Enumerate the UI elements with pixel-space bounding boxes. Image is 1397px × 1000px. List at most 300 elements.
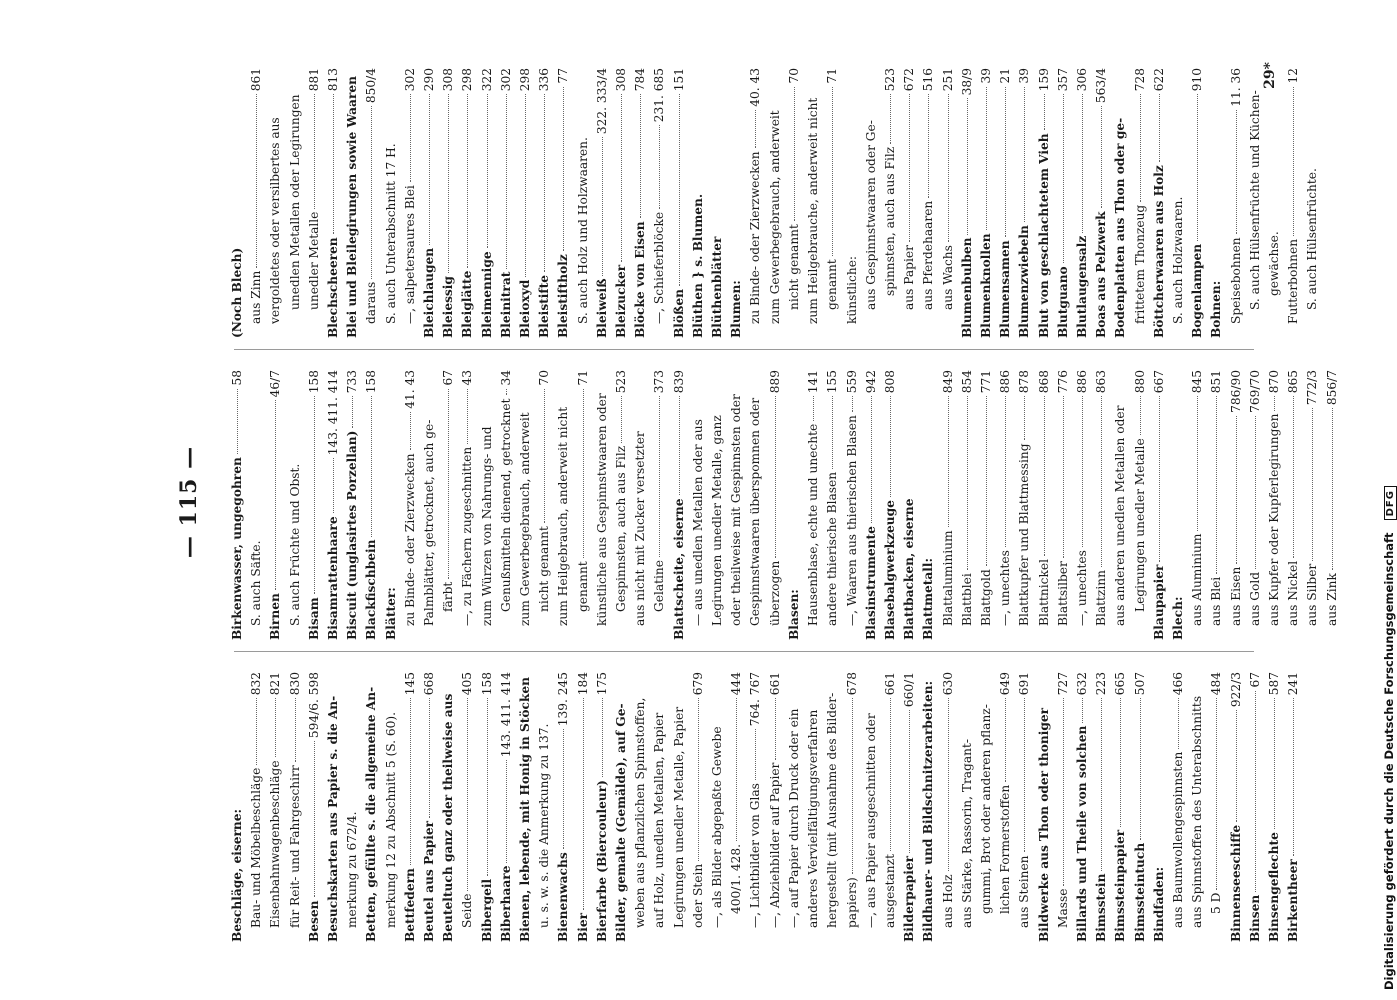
index-entry [247, 370, 266, 640]
index-reference: 139. 245 [556, 672, 571, 727]
index-entry [766, 370, 785, 640]
leader-dots [1293, 87, 1294, 236]
index-term: Blackfischbein [364, 539, 379, 640]
leader-dots [467, 389, 468, 444]
leader-dots [448, 389, 449, 579]
index-entry [458, 672, 477, 942]
leader-dots [1255, 691, 1256, 892]
index-reference: 679 [690, 672, 705, 696]
index-reference: 141 [806, 370, 821, 394]
index-reference: 158 [479, 672, 494, 696]
index-reference: 67 [441, 370, 456, 386]
index-term: Blattaluminium [940, 530, 955, 626]
index-entry [1207, 370, 1226, 640]
leader-dots [256, 94, 257, 267]
index-term: Bleistiftholz [556, 254, 571, 338]
index-reference: 854 [959, 370, 974, 394]
index-term: zum Gewerbegebrauch, anderweit [518, 412, 533, 626]
leader-dots [371, 106, 372, 279]
index-entry [497, 68, 516, 338]
index-term: Biberhaare [498, 865, 513, 942]
column-rule [234, 651, 1254, 652]
index-entry [478, 672, 497, 942]
index-entry [977, 370, 996, 640]
index-entry [1073, 370, 1092, 640]
leader-dots [909, 94, 910, 242]
index-reference: 863 [1094, 370, 1109, 394]
index-entry [1092, 672, 1111, 942]
index-reference: 880 [1132, 370, 1147, 394]
index-entry [650, 370, 669, 640]
index-term: Blasebalgwerkzeuge [882, 500, 897, 640]
index-entry [478, 68, 497, 338]
index-term: Birkenwasser, ungegohren [230, 457, 244, 640]
index-entry [458, 68, 477, 338]
leader-dots [1005, 698, 1006, 782]
index-term: Böttcherwaaren aus Holz [1151, 165, 1166, 338]
index-reference: 881 [306, 68, 321, 92]
index-reference: 67 [1247, 672, 1262, 688]
index-term: ausgestanzt [882, 854, 897, 928]
index-term: zum Würzen von Nahrungs- und [479, 426, 494, 626]
index-entry [305, 68, 324, 338]
index-reference: 861 [249, 68, 264, 92]
index-term: Blattnickel [1036, 559, 1051, 626]
index-reference: 808 [882, 370, 897, 394]
index-term: merkung 12 zu Abschnitt 5 (S. 60). [383, 711, 398, 928]
index-reference: 821 [268, 672, 283, 696]
index-term: Biscuit (unglasirtes Porzellan) [345, 430, 360, 640]
leader-dots [237, 389, 238, 455]
index-reference: 559 [844, 370, 859, 394]
leader-dots [1063, 396, 1064, 558]
index-term: zum Heilgebrauch, anderweit nicht [556, 406, 571, 626]
index-term: Bimssteinpapier [1113, 829, 1128, 942]
index-entry [305, 672, 324, 942]
leader-dots [775, 396, 776, 557]
index-term: aus nicht mit Zucker versetzter [633, 431, 648, 626]
rotated-page [172, 62, 1397, 942]
index-entry [1092, 68, 1111, 338]
index-reference: 516 [921, 68, 936, 92]
index-entry [266, 672, 285, 942]
index-entry [324, 370, 343, 640]
index-term: Binsen [1247, 894, 1262, 942]
index-reference: 594/6. 598 [306, 672, 321, 739]
leader-dots [640, 94, 641, 218]
index-entry [516, 370, 535, 640]
index-entry [843, 68, 862, 338]
index-entry [343, 672, 362, 942]
leader-dots [1024, 698, 1025, 852]
leader-dots [467, 698, 468, 890]
index-entry [862, 370, 881, 640]
index-entry [958, 370, 977, 640]
index-entry [612, 672, 631, 942]
leader-dots [410, 412, 411, 451]
index-entry [1131, 672, 1150, 942]
index-reference: 507 [1132, 672, 1147, 696]
index-term: Beutel aus Papier [422, 820, 437, 942]
index-entry [1303, 370, 1322, 640]
index-entry [631, 68, 650, 338]
index-term: Blößen [671, 289, 686, 338]
index-reference: 839 [671, 370, 686, 394]
index-reference: 886 [998, 370, 1013, 394]
index-entry [1188, 370, 1207, 640]
index-term: Blattsilber [1055, 561, 1070, 626]
leader-dots [563, 729, 564, 849]
index-reference: 38/9 [959, 68, 974, 96]
index-reference: 58 [230, 370, 244, 386]
index-entry [670, 672, 689, 942]
index-reference: 251 [940, 68, 955, 92]
index-entry [1169, 672, 1188, 942]
index-entry [324, 672, 343, 942]
index-reference: 39 [1017, 68, 1032, 84]
index-term: Blattkupfer und Blattmessing [1017, 443, 1032, 626]
index-term: Bierfarbe (Biercouleur) [594, 780, 609, 942]
index-reference: 39 [978, 68, 993, 84]
index-term: hergestellt (mit Ausnahme des Bilder- [825, 692, 840, 928]
index-entry [247, 672, 266, 942]
index-entry [862, 672, 881, 942]
leader-dots [275, 698, 276, 757]
index-entry [228, 672, 247, 942]
index-reference: 865 [1286, 370, 1301, 394]
index-entry [881, 672, 900, 942]
index-entry [958, 68, 977, 338]
leader-dots [852, 396, 853, 412]
index-entry [727, 68, 746, 338]
index-column-3 [228, 68, 1323, 338]
leader-dots [371, 396, 372, 536]
leader-dots [314, 94, 315, 208]
leader-dots [544, 389, 545, 524]
index-entry [1073, 672, 1092, 942]
leader-dots [967, 98, 968, 234]
index-term: Besuchskarten aus Papier s. die An- [326, 695, 341, 942]
index-reference: 942 [863, 370, 878, 394]
index-term: — aus unedlen Metallen oder aus [690, 419, 705, 626]
index-term: aus Stärke, Rassorin, Tragant- [959, 739, 974, 928]
index-term: Blumenbulben [959, 237, 974, 338]
index-term: Gelatine [652, 560, 667, 612]
index-term: für Reit- und Fahrgeschirr [287, 765, 302, 928]
index-reference: 870 [1266, 370, 1281, 394]
index-reference: 889 [767, 370, 782, 394]
index-reference: 523 [614, 370, 629, 394]
leader-dots [525, 94, 526, 276]
leader-dots [1332, 408, 1333, 570]
index-entry [862, 68, 881, 338]
index-term: Billards und Theile von solchen [1074, 725, 1089, 942]
index-reference: 223 [1094, 672, 1109, 696]
index-entry [286, 370, 305, 640]
index-term: oder Stein [690, 863, 705, 928]
index-entry [305, 370, 324, 640]
index-entry [1015, 68, 1034, 338]
index-entry [823, 68, 842, 338]
index-entry [439, 370, 458, 640]
index-term: Blattblei [959, 573, 974, 626]
index-term: aus Gespinnstwaaren oder Ge- [863, 120, 878, 310]
index-term: Blattscheite, eiserne [671, 498, 686, 640]
index-reference: 322. 333/4 [594, 68, 609, 135]
leader-dots [1236, 416, 1237, 564]
leader-dots [948, 94, 949, 242]
index-reference: 678 [844, 672, 859, 696]
index-entry [670, 370, 689, 640]
index-entry [382, 68, 401, 338]
index-term: Blei und Bleilegirungen sowie Waaren [345, 76, 360, 338]
index-entry [689, 370, 708, 640]
leader-dots [256, 698, 257, 764]
index-term: Binnenseeschiffe [1228, 824, 1243, 942]
leader-dots [1197, 396, 1198, 530]
index-term: Bildhauer- und Bildschnitzerarbeiten: [921, 680, 936, 942]
leader-dots [1082, 698, 1083, 722]
index-term: aus anderen unedlen Metallen oder [1113, 405, 1128, 626]
index-term: Bohnen: [1209, 280, 1224, 338]
leader-dots [544, 94, 545, 272]
index-reference: 46/7 [268, 370, 283, 398]
index-term: Besen [306, 900, 321, 942]
index-reference: 771 [978, 370, 993, 394]
index-entry [1284, 672, 1303, 942]
leader-dots [429, 698, 430, 818]
index-entry [1227, 370, 1246, 640]
index-entry [554, 370, 573, 640]
index-term: merkung zu 672/4. [345, 811, 360, 928]
index-term: andere thierische Blasen [825, 471, 840, 626]
index-term: überzogen [767, 560, 782, 626]
index-term: aus Eisen [1228, 566, 1243, 626]
index-reference: 672 [902, 68, 917, 92]
index-term: Bodenplatten aus Thon oder ge- [1113, 117, 1128, 338]
index-entry [1284, 68, 1303, 338]
index-term: Bleistifte [537, 274, 552, 338]
leader-dots [890, 698, 891, 851]
index-term: unedlen Metallen oder Legirungen [287, 94, 302, 310]
index-entry [612, 370, 631, 640]
index-reference: 308 [614, 68, 629, 92]
leader-dots [333, 94, 334, 234]
leader-dots [333, 458, 334, 513]
leader-dots [659, 125, 660, 209]
leader-dots [1063, 698, 1064, 885]
index-reference: 175 [594, 672, 609, 696]
index-term: gummi, Brot oder anderen pflanz- [978, 704, 993, 914]
index-term: Bindfaden: [1151, 866, 1166, 942]
index-entry [1111, 370, 1130, 640]
index-reference: 306 [1074, 68, 1089, 92]
index-term: 400/1. 428. [729, 843, 744, 914]
index-reference: 727 [1055, 672, 1070, 696]
index-entry [1035, 672, 1054, 942]
leader-dots [852, 698, 853, 874]
index-term: —, unechtes [998, 550, 1013, 626]
index-reference: 71 [825, 68, 840, 84]
leader-dots [1063, 94, 1064, 263]
index-term: Blaupapier [1151, 564, 1166, 640]
index-entry [977, 672, 996, 942]
index-entry [516, 672, 535, 942]
index-reference: 850/4 [364, 68, 379, 104]
index-term: S. auch Früchte und Obst. [287, 463, 302, 626]
index-reference: 856/7 [1324, 370, 1339, 406]
index-term: (Noch Blech) [230, 247, 244, 338]
index-reference: 728 [1132, 68, 1147, 92]
index-term: zum Heilgebrauche, anderweit nicht [806, 97, 821, 324]
index-term: Blasen: [786, 589, 801, 640]
index-entry [401, 68, 420, 338]
index-term: Blöcke von Eisen [633, 221, 648, 338]
index-term: Bibergeil [479, 878, 494, 942]
index-reference: 523 [882, 68, 897, 92]
index-reference: 632 [1074, 672, 1089, 696]
index-entry [497, 672, 516, 942]
index-entry [343, 68, 362, 338]
index-reference: 784 [633, 68, 648, 92]
index-term: Legirungen unedler Metalle, Papier [671, 706, 686, 928]
leader-dots [621, 396, 622, 443]
leader-dots [487, 94, 488, 248]
index-term: aus Pferdehaaren [921, 200, 936, 310]
index-entry [247, 68, 266, 338]
index-entry [535, 370, 554, 640]
leader-dots [1082, 396, 1083, 547]
leader-dots [621, 94, 622, 262]
index-reference: 159 [1036, 68, 1051, 92]
index-entry [996, 68, 1015, 338]
leader-dots [506, 760, 507, 862]
index-term: lichen Formerstoffen [998, 784, 1013, 914]
index-reference: 772/3 [1305, 370, 1320, 406]
leader-dots [1312, 408, 1313, 561]
index-term: —, salpetersaures Blei [402, 185, 417, 324]
leader-dots [1044, 94, 1045, 130]
index-reference: 691 [1017, 672, 1032, 696]
index-reference: 563/4 [1094, 68, 1109, 104]
index-term: Bildwerke aus Thon oder thoniger [1036, 707, 1051, 942]
index-term: Blech: [1170, 596, 1185, 640]
index-reference: 41. 43 [402, 370, 417, 409]
index-term: papiers) [844, 877, 859, 928]
leader-dots [1140, 396, 1141, 435]
index-entry [689, 68, 708, 338]
footer-signature: 29* [1262, 62, 1278, 89]
leader-dots [314, 396, 315, 594]
index-entry [574, 68, 593, 338]
index-term: Bleiglätte [460, 270, 475, 338]
index-term: aus Zinn [249, 270, 264, 324]
index-entry [843, 672, 862, 942]
index-reference: 786/90 [1228, 370, 1243, 413]
index-entry [554, 672, 573, 942]
index-term: —, aus Papier ausgeschnitten oder [863, 713, 878, 928]
index-reference: 322 [479, 68, 494, 92]
index-term: —, als Bilder abgepaßte Gewebe [710, 726, 725, 928]
index-entry [939, 68, 958, 338]
index-column-1 [228, 672, 1303, 942]
leader-dots [352, 396, 353, 427]
index-entry [1188, 672, 1207, 942]
index-entry [727, 672, 746, 942]
leader-dots [967, 396, 968, 570]
funding-note-text: Digitalisierung gefördert durch die Deutsche Forschungsgemeinschaft [1382, 532, 1396, 990]
index-term: Binsengeflechte [1266, 832, 1281, 942]
index-entry [1207, 672, 1226, 942]
index-entry [631, 370, 650, 640]
leader-dots [1216, 396, 1217, 574]
index-entry [535, 672, 554, 942]
index-entry [554, 68, 573, 338]
index-term: —, Schieferblöcke [652, 211, 667, 324]
index-term: Birkentheer [1286, 859, 1301, 942]
index-term: daraus [364, 281, 379, 324]
index-reference: 832 [249, 672, 264, 696]
leader-dots [1293, 698, 1294, 856]
index-term: Speisebohnen [1228, 237, 1243, 324]
index-reference: 290 [422, 68, 437, 92]
index-term: aus Blei [1209, 576, 1224, 626]
leader-dots [314, 741, 315, 897]
leader-dots [1101, 396, 1102, 567]
index-term: künstliche: [844, 255, 859, 324]
leader-dots [813, 396, 814, 421]
leader-dots [890, 94, 891, 144]
index-entry [804, 68, 823, 338]
index-term: —, Lichtbilder von Glas [748, 783, 763, 928]
index-reference: 241 [1286, 672, 1301, 696]
index-term: Bisamrattenhaare [326, 516, 341, 640]
index-entry [881, 370, 900, 640]
index-entry [939, 370, 958, 640]
index-entry [382, 370, 401, 640]
leader-dots [986, 396, 987, 566]
index-term: weben aus pflanzlichen Spinnstoffen, [633, 697, 648, 928]
index-reference: 813 [326, 68, 341, 92]
index-term: Legirungen unedler Metalle [1132, 438, 1147, 612]
leader-dots [1044, 396, 1045, 556]
index-term: aus Holz [940, 874, 955, 928]
leader-dots [602, 137, 603, 275]
leader-dots [909, 710, 910, 853]
index-entry [439, 672, 458, 942]
index-term: aus Nickel [1286, 560, 1301, 626]
index-term: Bleimennige [479, 251, 494, 338]
index-entry [900, 672, 919, 942]
index-entry [420, 672, 439, 942]
index-term: S. auch Hülsenfrüchte. [1305, 168, 1320, 310]
leader-dots [1005, 396, 1006, 547]
index-term: genannt [575, 561, 590, 612]
index-reference: 298 [518, 68, 533, 92]
index-term: Bettfedern [402, 868, 417, 942]
index-term: zu Binde- oder Zierzwecken [402, 453, 417, 626]
index-entry [881, 68, 900, 338]
index-entry [439, 68, 458, 338]
index-term: Bienenwachs [556, 852, 571, 942]
index-entry [593, 672, 612, 942]
index-reference: 667 [1151, 370, 1166, 394]
index-term: Gespinnsten, auch aus Filz [614, 445, 629, 612]
index-entry [574, 672, 593, 942]
index-term: Palmblätter, getrocknet, auch ge- [422, 419, 437, 626]
leader-dots [467, 94, 468, 267]
index-entry [1169, 68, 1188, 338]
